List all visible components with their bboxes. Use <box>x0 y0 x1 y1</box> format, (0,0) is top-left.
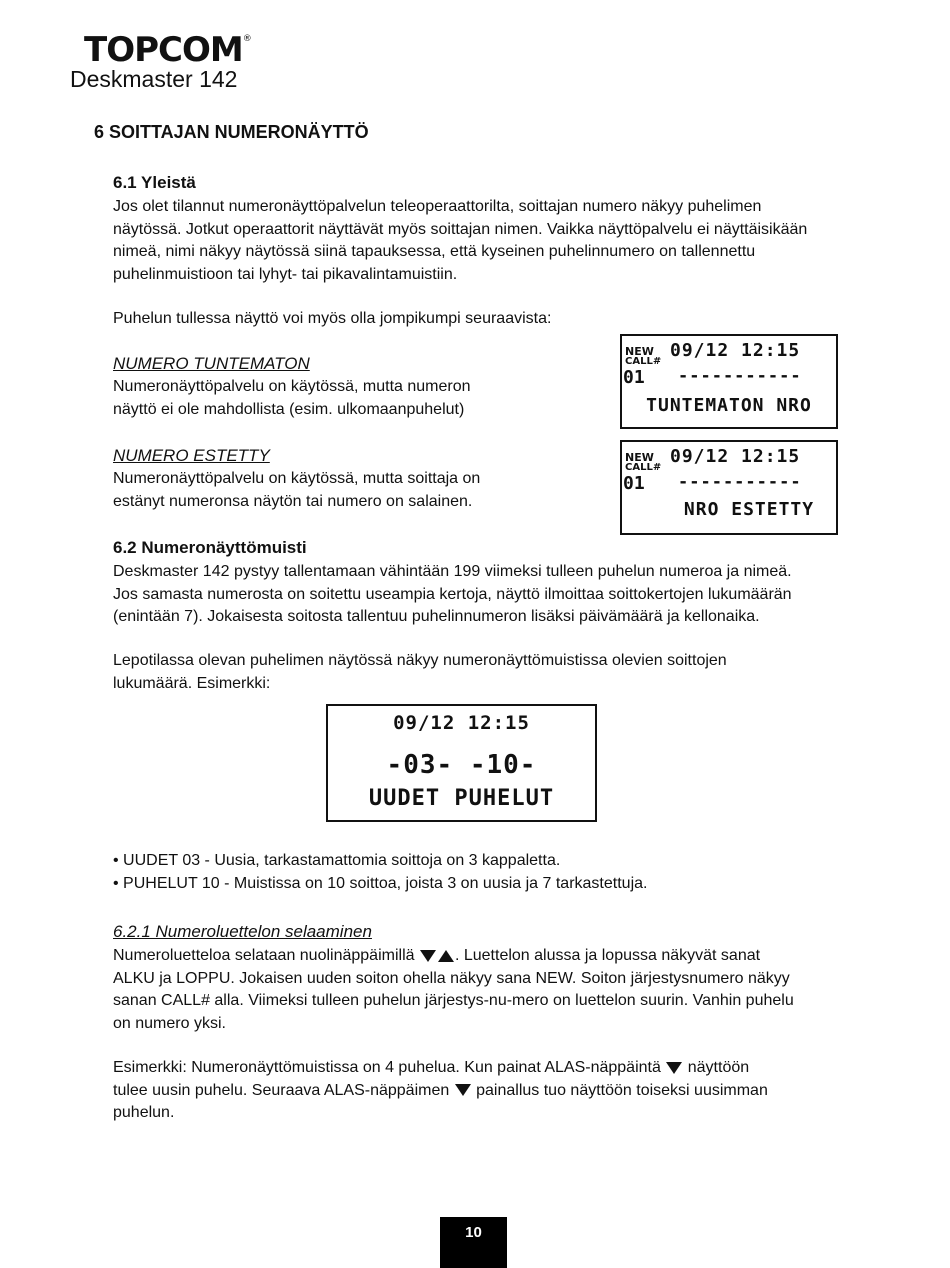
blocked-number-body: Numeronäyttöpalvelu on käytössä, mutta soittaja on estänyt numeronsa näytön tai numero on salainen. <box>113 470 481 510</box>
down-arrow-icon <box>455 1084 471 1096</box>
page-number: 10 <box>440 1217 507 1268</box>
section-6-2-1-example: Esimerkki: Numeronäyttömuistissa on 4 puhelua. Kun painat ALAS-näppäintä näyttöön tulee uusin puhelu. Seuraava ALAS-näppäimen painallus tuo näyttöön toiseksi uusimman puhelun. <box>113 1059 768 1121</box>
chapter-title: 6 SOITTAJAN NUMERONÄYTTÖ <box>94 122 369 142</box>
up-arrow-icon <box>438 950 454 962</box>
lcd-call-label: CALL# <box>625 356 662 367</box>
lcd-number-dashes: ----------- <box>678 472 802 492</box>
lcd-datetime: 09/12 12:15 <box>393 712 530 734</box>
lcd-call-index: 01 <box>623 473 645 494</box>
lcd-call-index: 01 <box>623 367 645 388</box>
lcd-unknown-number <box>620 334 838 429</box>
lcd-message: NRO ESTETTY <box>683 499 815 520</box>
section-heading-6-1: 6.1 Yleistä <box>113 173 196 192</box>
section-6-2-body-2: Lepotilassa olevan puhelimen näytössä näkyy numeronäyttömuistissa olevien soittojen lukumäärä. Esimerkki: <box>113 652 727 692</box>
lcd-datetime: 09/12 12:15 <box>670 446 801 467</box>
section-6-1-body: Jos olet tilannut numeronäyttöpalvelun teleoperaattorilta, soittajan numero näkyy puhelimen näytössä. Jotkut operaattorit näyttävät myös soittajan nimen. Vaikka näyttöpalvelu ei näyttäisikään nimeä, nimi näkyy näytössä siinä tapauksessa, että kyseinen puhelinnumero on tallennettu puhelinmuistioon tai lyhyt- tai pikavalintamuistiin. <box>113 198 808 283</box>
down-arrow-icon <box>420 950 436 962</box>
list-item: • UUDET 03 - Uusia, tarkastamattomia soittoja on 3 kappaletta. <box>113 850 647 873</box>
lcd-message: TUNTEMATON NRO <box>646 395 812 416</box>
lcd-new-label: NEW <box>625 451 654 464</box>
section-heading-6-2: 6.2 Numeronäyttömuisti <box>113 538 307 557</box>
lcd-call-label: CALL# <box>625 462 662 473</box>
unknown-number-heading: NUMERO TUNTEMATON <box>113 354 310 373</box>
unknown-number-body: Numeronäyttöpalvelu on käytössä, mutta numeron näyttö ei ole mahdollista (esim. ulkomaanpuhelut) <box>113 378 471 418</box>
lcd-datetime: 09/12 12:15 <box>670 340 801 361</box>
lcd-blocked-number <box>620 440 838 535</box>
lcd-count-labels: UUDET PUHELUT <box>368 786 555 811</box>
lcd-number-dashes: ----------- <box>678 366 802 386</box>
lcd-new-label: NEW <box>625 345 654 358</box>
product-name: Deskmaster 142 <box>70 66 238 92</box>
down-arrow-icon <box>666 1062 682 1074</box>
lcd-standby-display <box>326 704 597 822</box>
list-item: • PUHELUT 10 - Muistissa on 10 soittoa, joista 3 on uusia ja 7 tarkastettuja. <box>113 873 647 896</box>
count-explanation-list <box>113 850 647 895</box>
section-heading-6-2-1: 6.2.1 Numeroluettelon selaaminen <box>113 922 372 941</box>
blocked-number-heading: NUMERO ESTETTY <box>113 446 270 465</box>
lcd-call-counts: -03- -10- <box>386 750 537 780</box>
topcom-logo: TOPCOM® <box>84 30 251 70</box>
section-6-2-body: Deskmaster 142 pystyy tallentamaan vähintään 199 viimeksi tulleen puhelun numeroa ja nimeä. Jos samasta numerosta on soitettu useampia kertoja, näyttö ilmoittaa soittokertojen lukumäärän (enintään 7). Jokaisesta soitosta tallentuu puhelinnumeron lisäksi päivämäärä ja kellonaika. <box>113 563 792 625</box>
section-6-2-1-body: Numeroluetteloa selataan nuolinäppäimillä . Luettelon alussa ja lopussa näkyvät sanat ALKU ja LOPPU. Jokaisen uuden soiton ohella näkyy sana NEW. Soiton järjestysnumero näkyy sanan CALL# alla. Viimeksi tulleen puhelun järjestys-nu-mero on luettelon suurin. Vanhin puhelu on numero yksi. <box>113 947 794 1032</box>
display-intro: Puhelun tullessa näyttö voi myös olla jompikumpi seuraavista: <box>113 310 552 327</box>
